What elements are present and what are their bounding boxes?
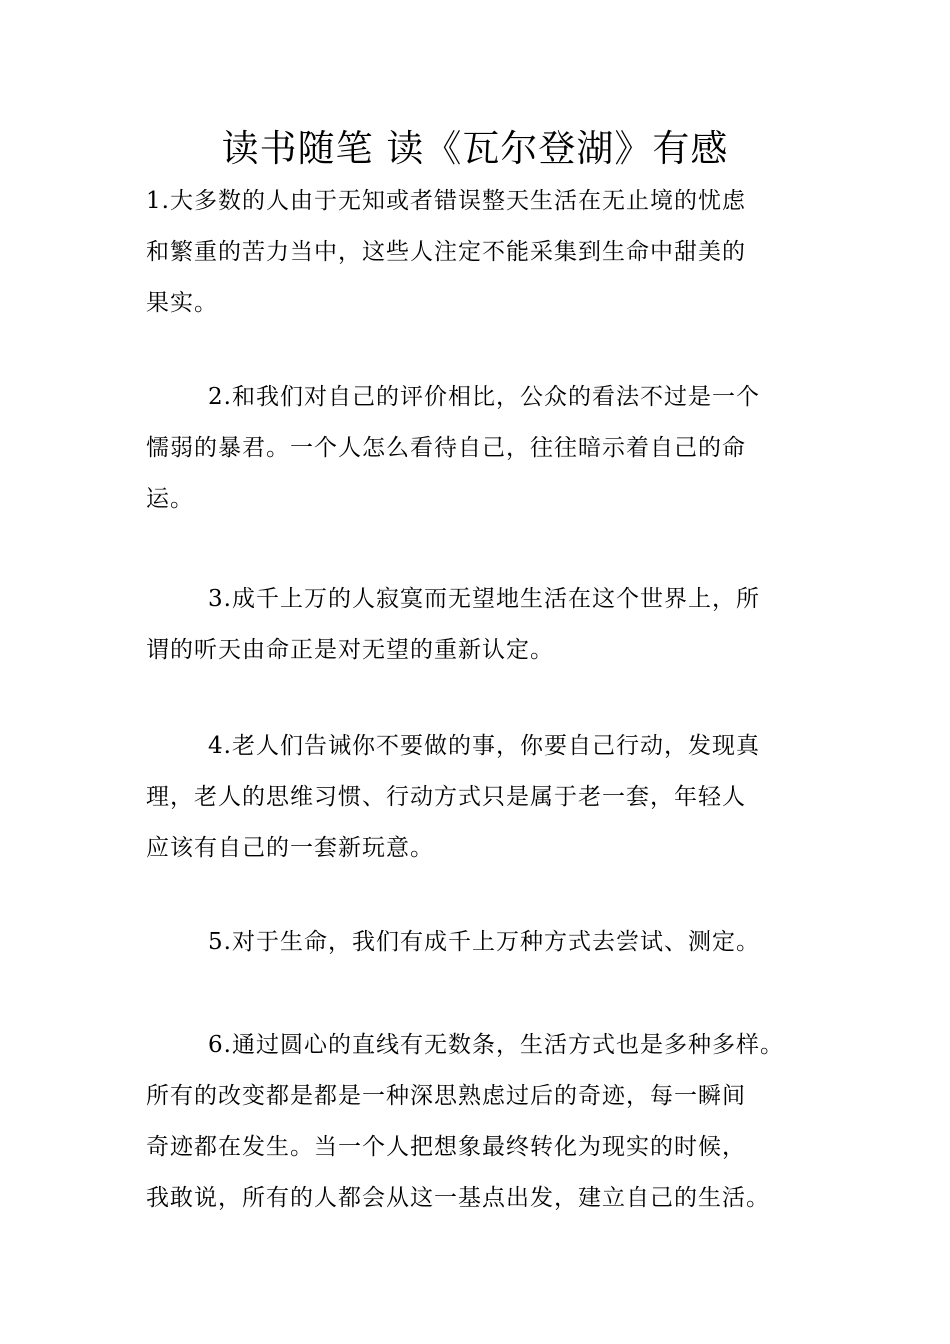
paragraph-line: 果实。 xyxy=(146,290,218,316)
paragraph-line: 运。 xyxy=(146,486,194,512)
paragraph-line: 6.通过圆心的直线有无数条，生活方式也是多种多样。 xyxy=(208,1032,784,1058)
paragraph-line: 和繁重的苦力当中，这些人注定不能采集到生命中甜美的 xyxy=(146,239,746,265)
paragraph-line: 3.成千上万的人寂寞而无望地生活在这个世界上，所 xyxy=(208,586,760,612)
paragraph-line: 5.对于生命，我们有成千上万种方式去尝试、测定。 xyxy=(208,929,760,955)
paragraph-line: 2.和我们对自己的评价相比，公众的看法不过是一个 xyxy=(208,384,760,410)
paragraph-line: 谓的听天由命正是对无望的重新认定。 xyxy=(146,637,554,663)
paragraph-line: 4.老人们告诫你不要做的事，你要自己行动，发现真 xyxy=(208,733,760,759)
paragraph-line: 懦弱的暴君。一个人怎么看待自己，往往暗示着自己的命 xyxy=(146,435,746,461)
paragraph-2 xyxy=(146,372,836,525)
paragraph-line: 应该有自己的一套新玩意。 xyxy=(146,835,434,861)
paragraph-line: 1.大多数的人由于无知或者错误整天生活在无止境的忧虑 xyxy=(146,188,746,214)
paragraph-3 xyxy=(146,574,836,676)
document-title: 读书随笔 读《瓦尔登湖》有感 xyxy=(221,127,729,170)
paragraph-line: 理，老人的思维习惯、行动方式只是属于老一套，年轻人 xyxy=(146,784,746,810)
paragraph-line: 奇迹都在发生。当一个人把想象最终转化为现实的时候， xyxy=(146,1134,746,1160)
paragraph-1 xyxy=(146,176,836,329)
paragraph-5 xyxy=(146,917,836,968)
paragraph-line: 所有的改变都是都是一种深思熟虑过后的奇迹，每一瞬间 xyxy=(146,1083,746,1109)
paragraph-6 xyxy=(146,1020,836,1224)
paragraph-4 xyxy=(146,721,836,874)
paragraph-line: 我敢说，所有的人都会从这一基点出发，建立自己的生活。 xyxy=(146,1185,770,1211)
